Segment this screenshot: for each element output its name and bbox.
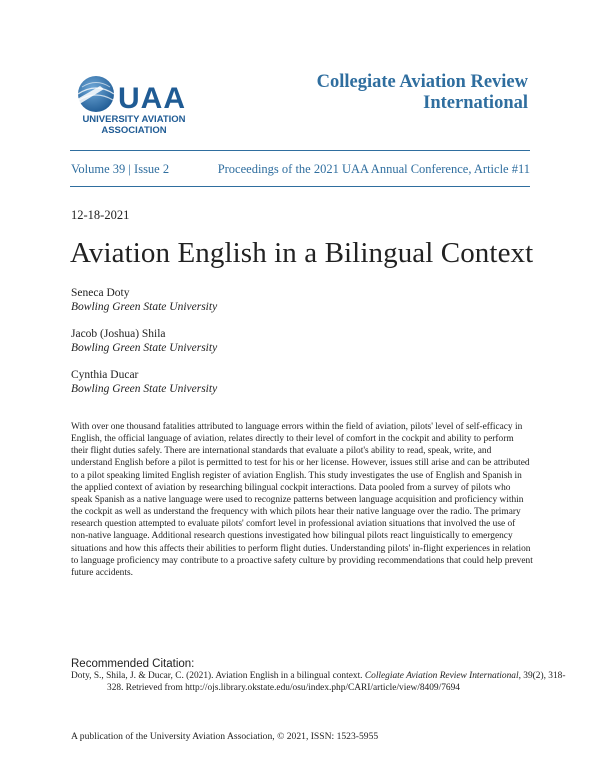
header-divider-top [70, 150, 530, 151]
abstract-text: With over one thousand fatalities attributed to language errors within the field of aviation, pilots' level of self-efficacy in English, the official language of aviation, relates directly to their level of comfort in the cockpit and ability to perform their flight duties safely. There are international standards that evaluate a pilot's ability to read, speak, write, and understand English before a pilot is permitted to test for his or her license. However, issues still arise and can be attributed to a pilot speaking limited English register of aviation English. This study investigates the use of English and Spanish in the applied context of aviation by researching bilingual cockpit interactions. Data pooled from a survey of pilots who speak Spanish as a native language were used to recognize patterns between language acquisition and proficiency within the cockpit as well as understand the frequency with which pilots hear their native language over the radio. The primary research question attempted to evaluate pilots' comfort level in professional aviation situations that involved the use of non-native language. Additional research questions investigated how bilingual pilots react linguistically to emergency situations and how this affects their abilities to perform flight duties. Understanding pilots' in-flight experiences in relation to language proficiency may contribute to a proactive safety culture by providing recommendations that could help prevent future accidents. [71, 422, 533, 578]
article-title: Aviation English in a Bilingual Context [70, 237, 534, 269]
publication-footer: A publication of the University Aviation Association, © 2021, ISSN: 1523-5955 [71, 731, 379, 742]
author-entry [71, 327, 217, 355]
citation-text [71, 671, 577, 694]
publication-date: 12-18-2021 [71, 208, 130, 222]
author-list [71, 286, 217, 409]
author-affiliation: Bowling Green State University [71, 301, 218, 313]
logo-wordmark: UAA [118, 82, 186, 115]
proceedings-label: Proceedings of the 2021 UAA Annual Conference, Article #11 [217, 162, 530, 176]
globe-icon [70, 72, 122, 114]
header-divider-bottom [70, 186, 530, 187]
author-entry [71, 286, 217, 314]
citation-suffix: , 39(2), 318-328. Retrieved from http://ojs.library.okstate.edu/osu/index.php/CARI/article/view/8409/7694 [107, 671, 566, 693]
author-name: Cynthia Ducar [71, 369, 139, 381]
citation-prefix: Doty, S., Shila, J. & Ducar, C. (2021). Aviation English in a bilingual context. [71, 671, 365, 681]
citation-heading: Recommended Citation: [71, 658, 195, 670]
author-name: Seneca Doty [71, 287, 130, 299]
uaa-logo [70, 72, 190, 138]
journal-title: Collegiate Aviation Review International [316, 72, 528, 113]
author-name: Jacob (Joshua) Shila [71, 328, 166, 340]
citation-journal: Collegiate Aviation Review International [364, 671, 519, 681]
author-affiliation: Bowling Green State University [71, 342, 218, 354]
author-affiliation: Bowling Green State University [71, 383, 218, 395]
volume-issue: Volume 39 | Issue 2 [71, 162, 170, 176]
author-entry [71, 368, 217, 396]
logo-subtitle: UNIVERSITY AVIATION ASSOCIATION [82, 114, 186, 136]
